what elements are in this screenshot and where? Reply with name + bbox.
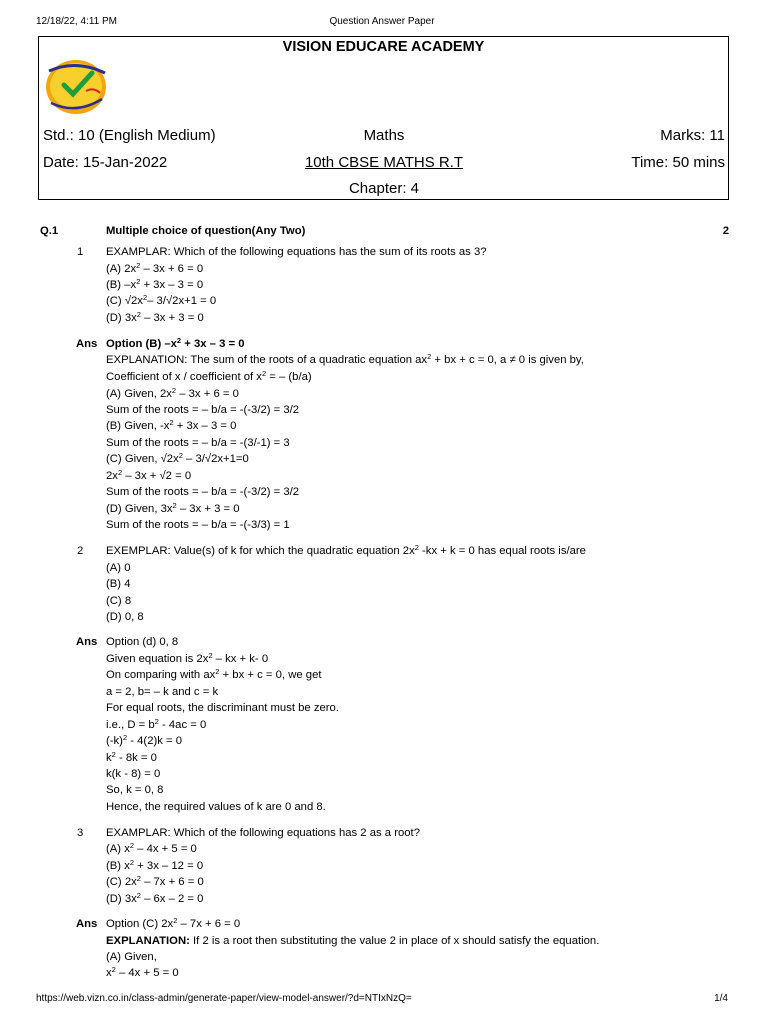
q1-explanation: EXPLANATION: The sum of the roots of a quadratic equation $ax^2$ + bx + c = 0, a ≠ 0 is given by, [106,352,584,366]
test-title: 10th CBSE MATHS R.T [304,154,464,171]
q1-answer-label: Ans [76,338,98,350]
q1-sol-c-eq: $2x^2 - 3x + √2 = 0$ [106,468,192,482]
academy-name: VISION EDUCARE ACADEMY [282,39,485,55]
q3-sol-a-given: (A) Given, [106,951,157,963]
q3-option-c: (C) $2x^2 - 7x + 6 = 0$ [106,874,204,888]
q2-sol-line-6: $(-k)^2 - 4(2)k = 0$ [106,733,183,747]
q1-answer-option: Option (B) $-x^2 + 3x - 3 = 0$ [106,336,245,350]
q2-sol-line-4: For equal roots, the discriminant must be zero. [106,702,339,714]
q2-sol-line-8: k(k - 8) = 0 [106,768,161,780]
section-number: Q.1 [40,225,59,237]
q1-sol-c-sum: Sum of the roots = – b/a = -(-3/2) = 3/2 [106,486,300,498]
marks-label: Marks: 11 [660,127,725,144]
q2-sol-line-7: $k^2 - 8k = 0$ [106,750,157,764]
q2-text: EXEMPLAR: Value(s) of k for which the quadratic equation $2x^2$ -kx + k = 0 has equal roots is/are [106,543,586,557]
q2-sol-line-3: a = 2, b= – k and c = k [106,686,219,698]
header-row-3 [43,180,725,200]
q2-sol-line-5: i.e., $D = b^2 - 4ac = 0$ [106,717,207,731]
q3-sol-a-eq: $x^2 - 4x + 5 = 0$ [106,965,179,979]
q2-option-a: (A) 0 [106,562,131,574]
q1-sol-b-given: (B) Given, $-x^2 + 3x - 3 = 0$ [106,418,237,432]
q1-option-a: (A) $2x^2 - 3x + 6 = 0$ [106,261,204,275]
paper-header [38,36,729,200]
chapter-label: Chapter: 4 [348,180,420,197]
q2-sol-line-1: Given equation is $2x^2$ – kx + k- 0 [106,651,269,665]
q1-sol-a-sum: Sum of the roots = – b/a = -(-3/2) = 3/2 [106,404,300,416]
q3-explanation: EXPLANATION: If 2 is a root then substituting the value 2 in place of x should satisfy the equation. [106,935,600,947]
q1-sol-d-sum: Sum of the roots = – b/a = -(-3/3) = 1 [106,519,290,531]
page-number: 1/4 [714,993,728,1004]
print-title: Question Answer Paper [329,16,435,27]
print-timestamp: 12/18/22, 4:11 PM [36,16,117,27]
q2-option-b: (B) 4 [106,578,131,590]
q1-option-b: (B) $-x^2 + 3x - 3 = 0$ [106,277,204,291]
header-row-2 [43,154,725,174]
q1-sol-a-given: (A) Given, $2x^2 - 3x + 6 = 0$ [106,386,239,400]
q2-answer-option: Option (d) 0, 8 [106,636,179,648]
date-label: Date: 15-Jan-2022 [43,154,168,171]
q3-number: 3 [77,827,84,839]
standard-label: Std.: 10 (English Medium) [43,127,216,144]
q3-option-b: (B) $x^2 + 3x - 12 = 0$ [106,858,204,872]
q2-option-d: (D) 0, 8 [106,611,144,623]
q2-sol-line-10: Hence, the required values of k are 0 and 8. [106,801,326,813]
print-footer [36,993,728,1007]
q2-sol-line-2: On comparing with $ax^2$ + bx + c = 0, we get [106,667,322,681]
q2-answer-label: Ans [76,636,98,648]
academy-logo-icon [42,53,112,118]
page-url: https://web.vizn.co.in/class-admin/generate-paper/view-model-answer/?d=NTIxNzQ= [36,993,412,1004]
q2-option-c: (C) 8 [106,595,132,607]
q3-answer-option: Option (C) $2x^2 - 7x + 6 = 0$ [106,916,241,930]
q1-explanation-formula: Coefficient of x / coefficient of $x^2$ = – (b/a) [106,369,312,383]
q1-option-c: (C) $√2x^2-$ 3/√2x+1 = 0 [106,293,217,307]
q1-sol-b-sum: Sum of the roots = – b/a = -(3/-1) = 3 [106,437,290,449]
q1-sol-c-given: (C) Given, $√2x^2 - 3/√2x+1=0$ [106,451,249,465]
q1-text: EXAMPLAR: Which of the following equations has the sum of its roots as 3? [106,246,487,258]
q2-sol-line-9: So, k = 0, 8 [106,784,164,796]
q3-answer-label: Ans [76,918,98,930]
q3-option-d: (D) $3x^2 - 6x - 2 = 0$ [106,891,204,905]
q3-option-a: (A) $x^2 - 4x + 5 = 0$ [106,841,197,855]
section-marks: 2 [722,225,729,237]
time-label: Time: 50 mins [631,154,725,171]
q1-number: 1 [77,246,84,258]
q2-number: 2 [77,545,84,557]
q1-sol-d-given: (D) Given, $3x^2 - 3x + 3 = 0$ [106,501,240,515]
print-header [36,16,728,30]
subject-label: Maths [363,127,405,144]
q1-option-d: (D) $3x^2 - 3x + 3 = 0$ [106,310,204,324]
q3-text: EXAMPLAR: Which of the following equations has 2 as a root? [106,827,420,839]
header-row-1 [43,127,725,147]
section-title: Multiple choice of question(Any Two) [106,225,306,237]
